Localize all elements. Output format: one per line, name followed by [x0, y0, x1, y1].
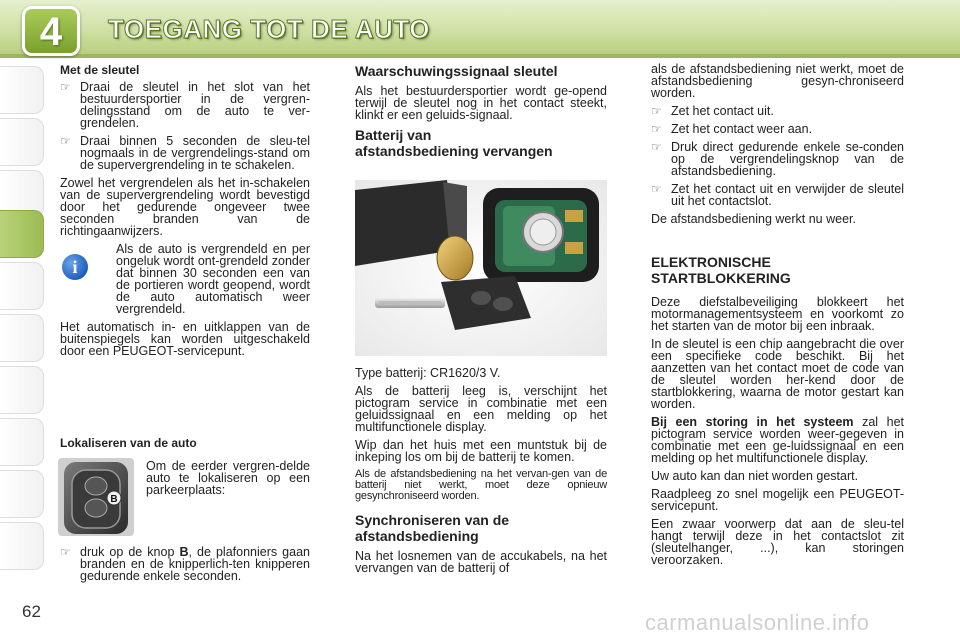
section-title-battery-line2: afstandsbediening vervangen: [355, 143, 553, 159]
locate-bullet-key: B: [179, 545, 189, 559]
side-tab-4-active[interactable]: [0, 210, 44, 258]
section-title-battery-line1: Batterij van: [355, 127, 432, 143]
side-tab-6[interactable]: [0, 314, 44, 362]
paragraph: Als het bestuurdersportier wordt ge-opend terwijl de sleutel nog in het contact steekt, klinkt er een geluids-signaal.: [355, 84, 607, 122]
paragraph: Wip dan het huis met een muntstuk bij de inkeping los om bij de batterij te komen.: [355, 438, 607, 464]
info-icon: i: [62, 254, 88, 280]
paragraph: Deze diefstalbeveiliging blokkeert het motormanagementsysteem en voorkomt zo het starten van de motor bij een inbraak.: [651, 295, 904, 333]
section-title-warning: Waarschuwingssignaal sleutel: [355, 63, 558, 79]
chapter-tab: [22, 6, 80, 56]
battery-replacement-image: [355, 180, 607, 356]
chapter-number: 4: [39, 10, 63, 54]
battery-type: Type batterij: CR1620/3 V.: [355, 366, 501, 380]
paragraph: Als de batterij leeg is, verschijnt het pictogram service in combinatie met een geluidssignaal en een melding op het multifunctionele display.: [355, 384, 607, 434]
paragraph: Raadpleeg zo snel mogelijk een PEUGEOT-servicepunt.: [651, 487, 904, 513]
remote-key-image: [58, 458, 134, 536]
paragraph-rest: zal het pictogram service worden weer-gegeven in combinatie met een ge-luidssignaal en een melding op het multifunctionele display.: [651, 415, 904, 465]
paragraph: Een zwaar voorwerp dat aan de sleu-tel hangt terwijl deze in het contactslot zit (sleutelhanger, ...), kan storingen veroorzaken.: [651, 517, 904, 567]
paragraph: Zowel het vergrendelen als het in-schakelen van de supervergrendeling wordt bevestigd door het gedurende ongeveer twee seconden branden van de richtingaanwijzers.: [60, 176, 310, 238]
watermark: carmanualsonline.info: [645, 610, 870, 635]
paragraph: Uw auto kan dan niet worden gestart.: [651, 469, 859, 483]
side-tab-1[interactable]: [0, 66, 44, 114]
list-item: ☞ Zet het contact weer aan.: [651, 123, 904, 135]
list-item: ☞ Druk direct gedurende enkele se-conden op de vergrendelingsknop van de afstandsbediening.: [651, 141, 904, 177]
locate-list: [60, 546, 310, 582]
list-item: ☞ Draai de sleutel in het slot van het bestuurdersportier in de vergren-delingsstand om de auto te ver-grendelen.: [60, 81, 310, 129]
paragraph: Na het losnemen van de accukabels, na het vervangen van de batterij of: [355, 549, 607, 575]
column-2-lower: [355, 367, 607, 580]
section-title-locate: Lokaliseren van de auto: [60, 436, 197, 450]
paragraph: Het automatisch in- en uitklappen van de buitenspiegels kan worden uitgeschakeld door een PEUGEOT-servicepunt.: [60, 320, 310, 358]
column-3: [651, 63, 904, 231]
side-tab-8[interactable]: [0, 418, 44, 466]
side-tab-9[interactable]: [0, 470, 44, 518]
paragraph: De afstandsbediening werkt nu weer.: [651, 212, 856, 226]
paragraph: als de afstandsbediening niet werkt, moet de afstandsbediening gesyn-chroniseerd worden.: [651, 62, 904, 100]
paragraph: In de sleutel is een chip aangebracht die over een specifieke code beschikt. Bij het aanzetten van het contact moet de code van de sleutel worden her-kend door de startblokkering, waarna de motor gestart kan worden.: [651, 337, 904, 411]
locate-bullet-suffix: , de plafonniers gaan branden en de knipperlich-ten knipperen gedurende enkele seconden.: [80, 545, 310, 583]
locate-intro: Om de eerder vergren-delde auto te lokaliseren op een parkeerplaats:: [146, 459, 310, 497]
sync-steps-list: [651, 105, 904, 207]
section-title-immobiliser-line2: STARTBLOKKERING: [651, 270, 791, 286]
header-rule: [0, 54, 960, 58]
list-item: ☞ Zet het contact uit.: [651, 105, 904, 117]
remote-button-b-label: B: [110, 494, 118, 505]
section-title-key: Met de sleutel: [60, 63, 140, 77]
list-item: ☞ Zet het contact uit en verwijder de sleutel uit het contactslot.: [651, 183, 904, 207]
paragraph-small: Als de afstandsbediening na het vervan-gen van de batterij niet werkt, moet deze opnieuw gesynchroniseerd worden.: [355, 468, 607, 502]
page-title: TOEGANG TOT DE AUTO: [108, 14, 431, 44]
list-item: ☞ Draai binnen 5 seconden de sleu-tel nogmaals in de vergrendelings-stand om de supervergrendeling in te schakelen.: [60, 135, 310, 171]
side-tab-5[interactable]: [0, 262, 44, 310]
paragraph: [651, 416, 904, 464]
section-title-immobiliser-line1: ELEKTRONISCHE: [651, 254, 771, 270]
column-1: [60, 63, 310, 363]
locate-bullet-prefix: druk op de knop: [80, 545, 180, 559]
side-tab-10[interactable]: [0, 522, 44, 570]
column-3-immobiliser: [651, 254, 904, 572]
column-2: [355, 63, 607, 165]
side-tab-2[interactable]: [0, 118, 44, 166]
page-number: 62: [22, 602, 41, 621]
section-title-sync: Synchroniseren van de afstandsbediening: [355, 512, 510, 544]
key-steps-list: [60, 81, 310, 171]
side-tab-7[interactable]: [0, 366, 44, 414]
paragraph-bold-lead: Bij een storing in het systeem: [651, 415, 854, 429]
list-item: [60, 546, 310, 582]
info-paragraph: Als de auto is vergrendeld en per ongeluk wordt ont-grendeld zonder dat binnen 30 seconden een van de portieren wordt geopend, wordt de auto automatisch weer vergrendeld.: [116, 242, 310, 316]
